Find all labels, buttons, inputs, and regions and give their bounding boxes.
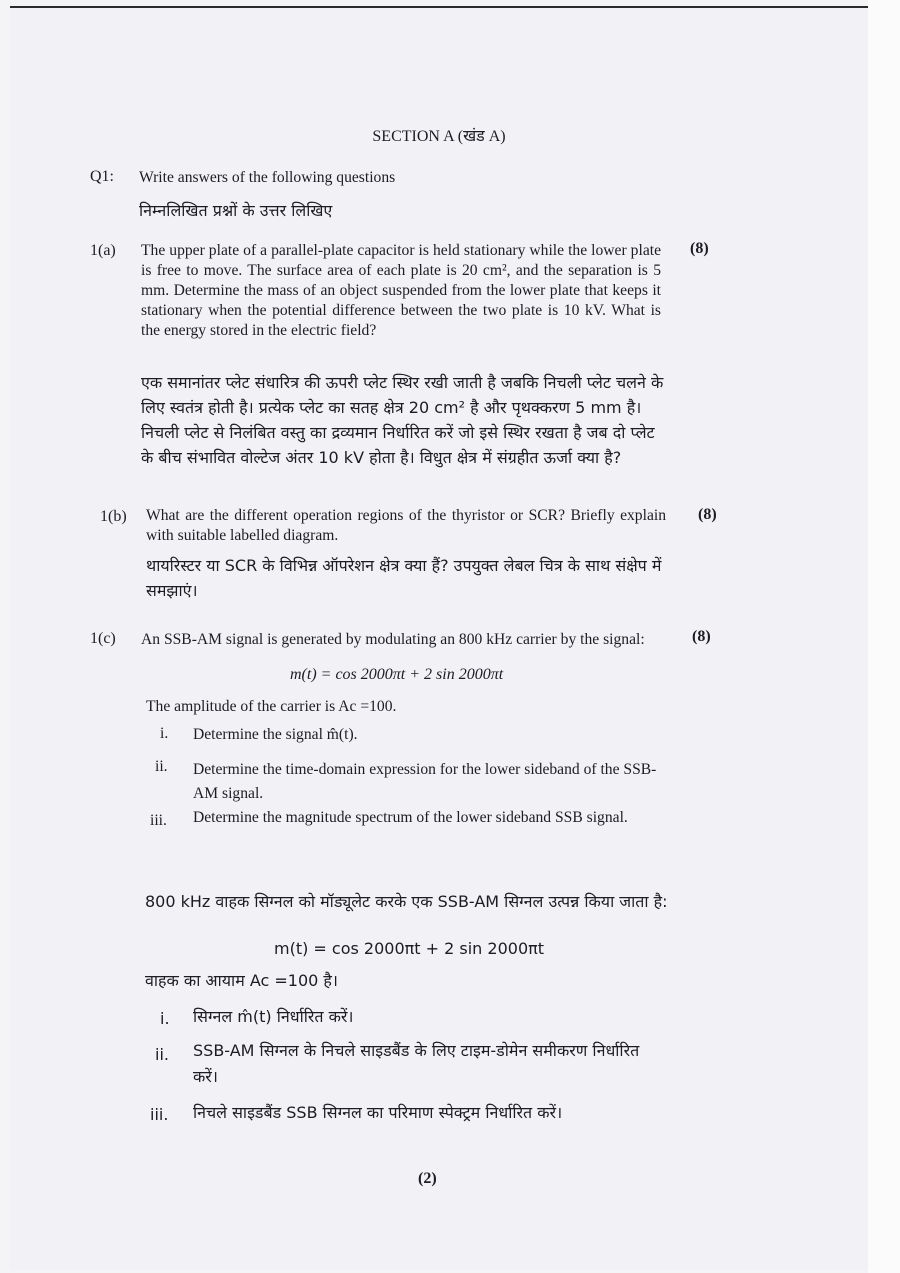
q1b-marks: (8) (698, 506, 717, 523)
q1c-item-2-en: Determine the time-domain expression for the lower sideband of the SSB-AM signal. (193, 761, 657, 802)
q1a-text-hi: एक समानांतर प्लेट संधारित्र की ऊपरी प्लेट स्थिर रखी जाती है जबकि निचली प्लेट चलने के लिए स्वतंत्र होती है। प्रत्येक प्लेट का सतह क्षेत्र 20 cm² है और पृथक्करण 5 mm है। निचली प्लेट से निलंबित वस्तु का द्रव्यमान निर्धारित करें जो इसे स्थिर रखता है जब दो प्लेट के बीच संभावित वोल्टेज अंतर 10 kV होता है। विधुत क्षेत्र में संग्रहीत ऊर्जा क्या है? (141, 373, 664, 467)
q1c-item-2-hi: SSB-AM सिग्नल के निचले साइडबैंड के लिए टाइम-डोमेन समीकरण निर्धारित करें। (193, 1041, 640, 1086)
exam-page (10, 6, 868, 1270)
q1c-equation-hi: m(t) = cos 2000πt + 2 sin 2000πt (274, 939, 545, 958)
q1c-amplitude-hi: वाहक का आयाम Ac =100 है। (145, 971, 338, 990)
q1c-item-3-num-en: iii. (150, 812, 167, 829)
q1b-text-en: What are the different operation regions of the thyristor or SCR? Briefly explain with suitable labelled diagram. (146, 507, 666, 544)
q1-number: Q1: (90, 168, 114, 185)
page-number: (2) (418, 1170, 437, 1187)
page-edge (868, 0, 900, 1273)
q1b-number: 1(b) (100, 508, 127, 525)
q1c-item-3-hi: निचले साइडबैंड SSB सिग्नल का परिमाण स्पेक्ट्रम निर्धारित करें। (193, 1103, 563, 1122)
q1c-item-3-en: Determine the magnitude spectrum of the lower sideband SSB signal. (193, 809, 628, 826)
q1c-equation-en: m(t) = cos 2000πt + 2 sin 2000πt (290, 666, 504, 683)
q1c-item-1-num-en: i. (160, 725, 169, 742)
q1c-item-2-num-en: ii. (155, 758, 168, 775)
q1c-intro-hi: 800 kHz वाहक सिग्नल को मॉड्यूलेट करके एक SSB-AM सिग्नल उत्पन्न किया जाता है: (145, 892, 668, 911)
q1c-amplitude-en: The amplitude of the carrier is Ac =100. (146, 698, 397, 715)
q1c-item-1-en: Determine the signal m̂(t). (193, 726, 358, 743)
q1-instruction-en: Write answers of the following questions (139, 169, 396, 186)
q1b-text-hi: थायरिस्टर या SCR के विभिन्न ऑपरेशन क्षेत्र क्या हैं? उपयुक्त लेबल चित्र के साथ संक्षेप में समझाएं। (146, 556, 662, 600)
q1c-item-3-num-hi: iii. (150, 1105, 169, 1124)
q1c-item-1-num-hi: i. (160, 1009, 170, 1028)
q1c-number: 1(c) (90, 630, 116, 647)
q1c-item-1-hi: सिग्नल m̂(t) निर्धारित करें। (193, 1007, 354, 1026)
section-title: SECTION A (खंड A) (372, 128, 506, 145)
q1a-number: 1(a) (90, 242, 116, 259)
q1c-marks: (8) (692, 628, 711, 645)
q1a-marks: (8) (690, 240, 709, 257)
q1c-item-2-num-hi: ii. (155, 1045, 169, 1064)
q1a-text-en: The upper plate of a parallel-plate capacitor is held stationary while the lower plate is free to move. The surface area of each plate is 20 cm², and the separation is 5 mm. Determine the mass of an object suspended from the lower plate that keeps it stationary when the potential difference between the two plate is 10 kV. What is the energy stored in the electric field? (141, 242, 661, 339)
q1-instruction-hi: निम्नलिखित प्रश्नों के उत्तर लिखिए (139, 201, 333, 220)
q1c-intro-en: An SSB-AM signal is generated by modulating an 800 kHz carrier by the signal: (141, 631, 645, 648)
